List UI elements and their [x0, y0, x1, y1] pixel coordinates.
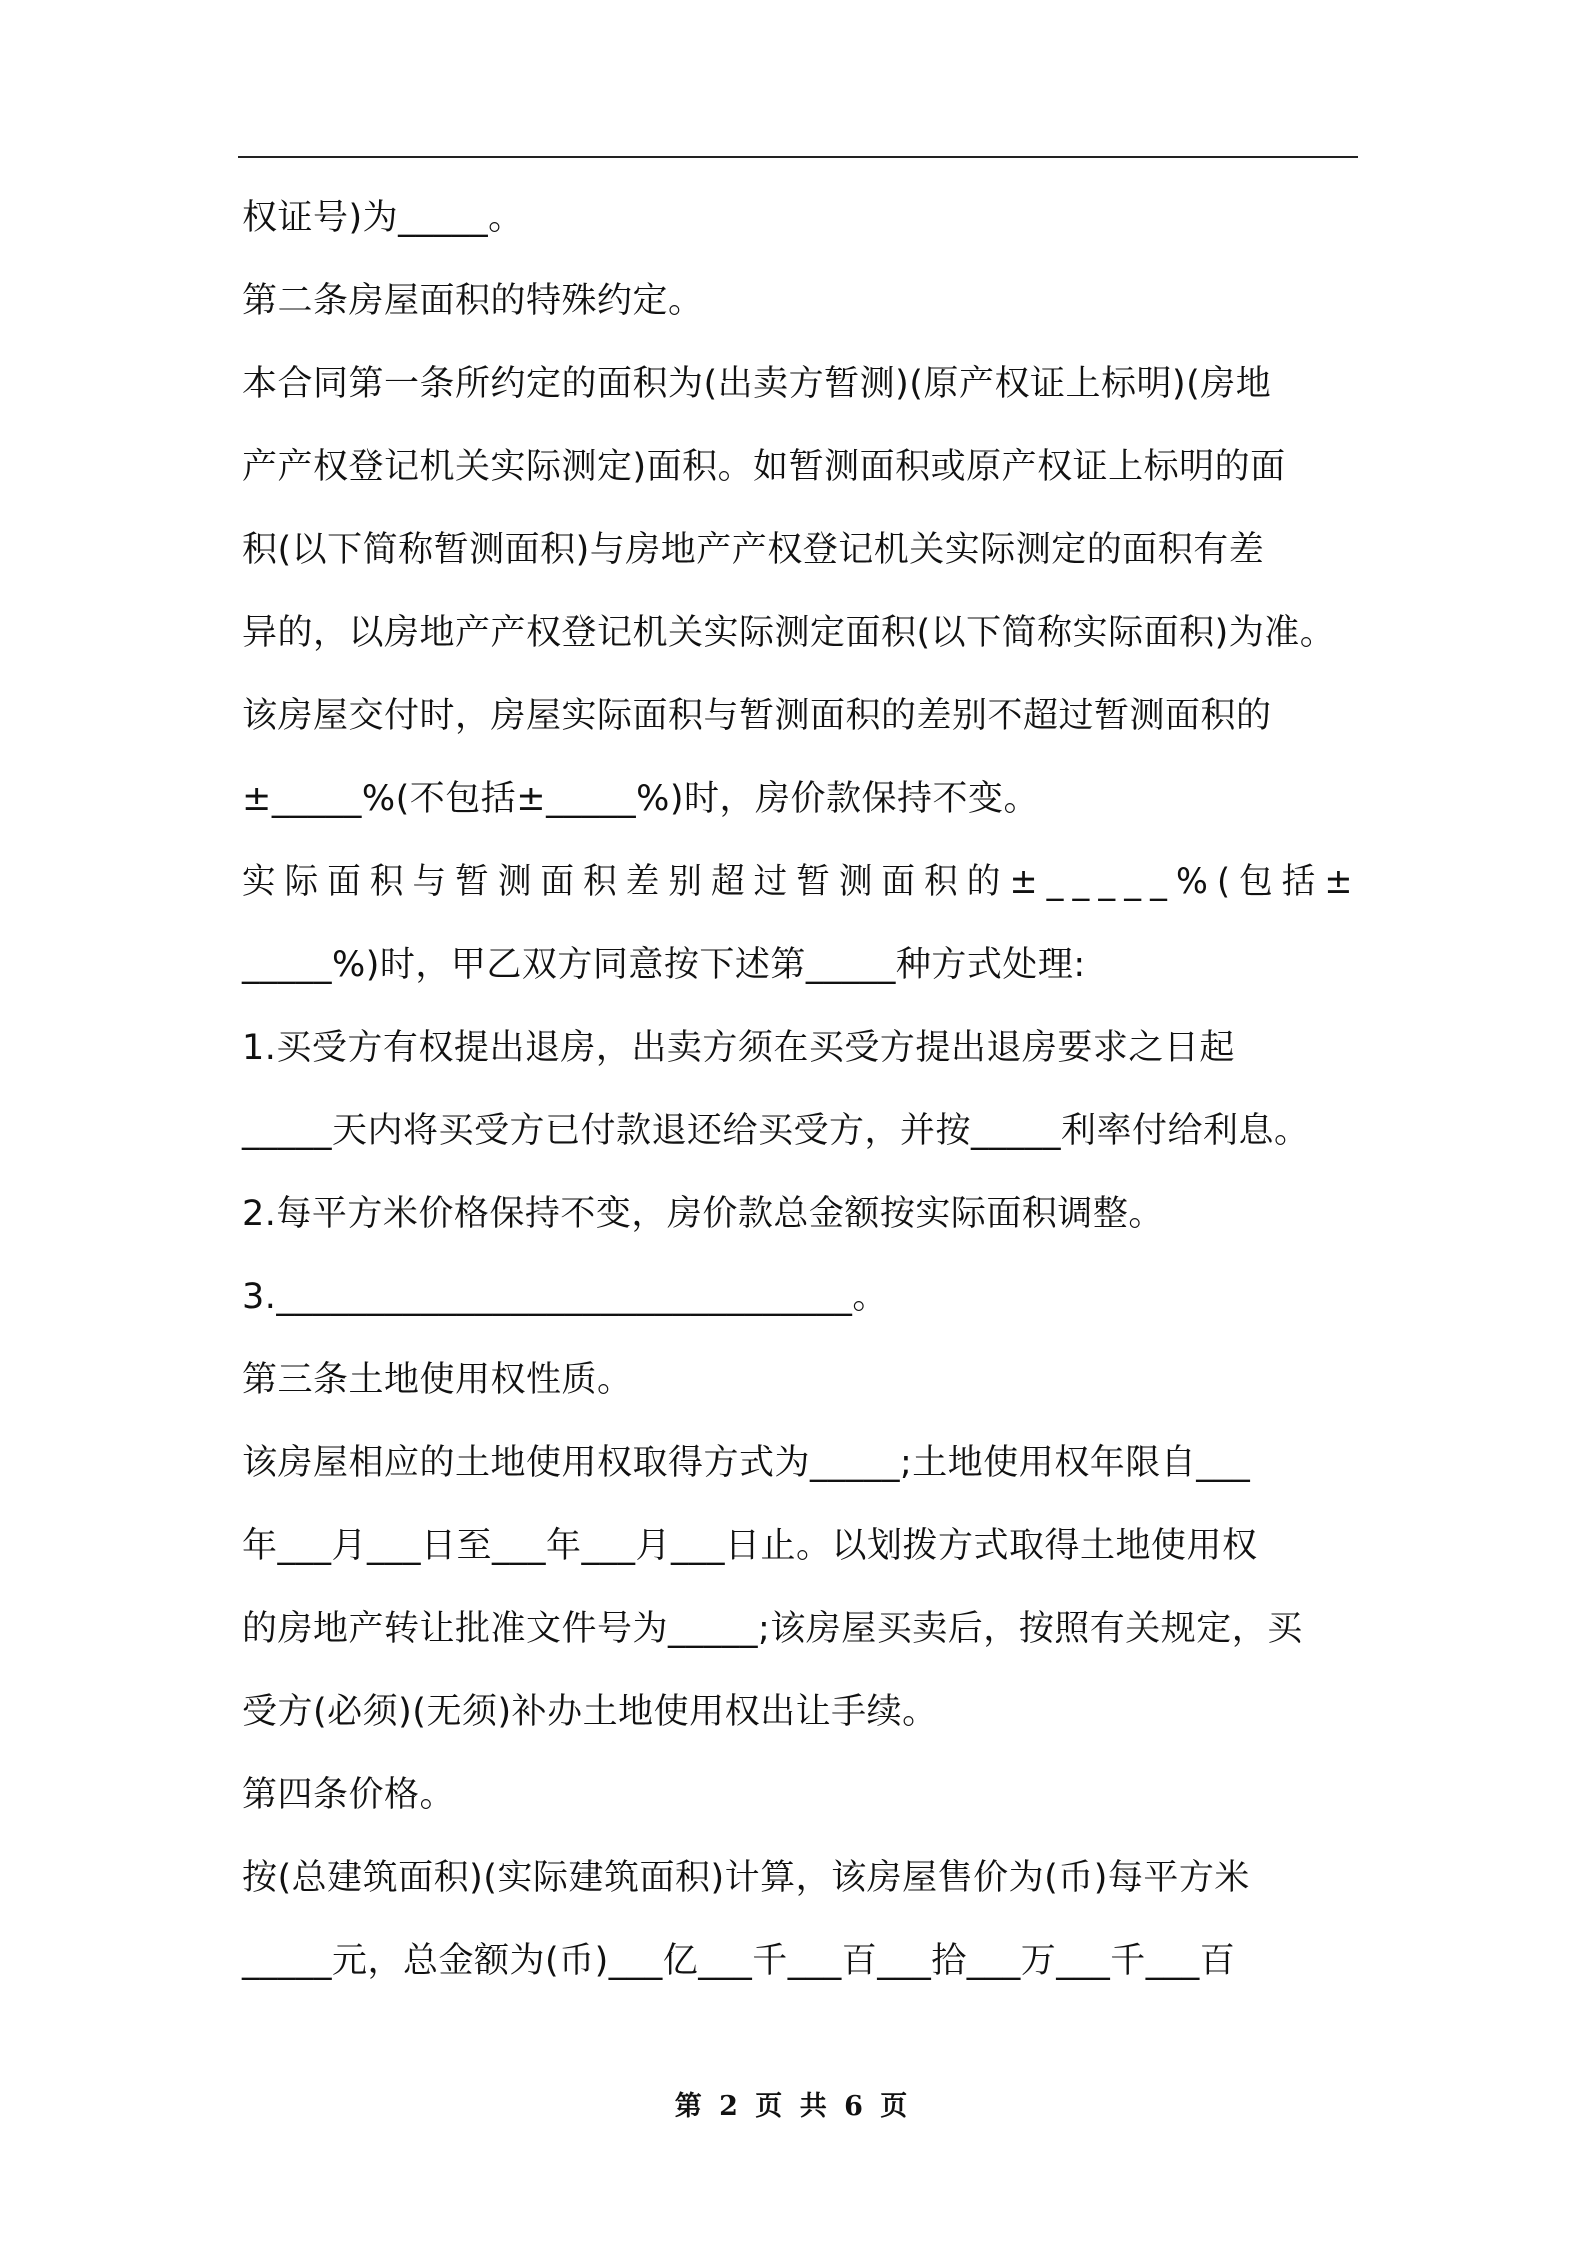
text-line: 第四条价格。 [242, 1775, 456, 1815]
text-line: 年___月___日至___年___月___日止。以划拨方式取得土地使用权 [242, 1526, 1258, 1566]
text-line: 2.每平方米价格保持不变，房价款总金额按实际面积调整。 [242, 1194, 1164, 1234]
text-line: 实际面积与暂测面积差别超过暂测面积的±_____%(包括± [242, 862, 1362, 902]
text-line: 产产权登记机关实际测定)面积。如暂测面积或原产权证上标明的面 [242, 447, 1286, 487]
header-rule [238, 156, 1358, 158]
text-line: _____%)时，甲乙双方同意按下述第_____种方式处理: [242, 945, 1086, 985]
text-line: 异的，以房地产产权登记机关实际测定面积(以下简称实际面积)为准。 [242, 613, 1336, 653]
text-line: _____天内将买受方已付款退还给买受方，并按_____利率付给利息。 [242, 1111, 1310, 1151]
text-line: 该房屋交付时，房屋实际面积与暂测面积的差别不超过暂测面积的 [242, 696, 1272, 736]
text-line: 1.买受方有权提出退房，出卖方须在买受方提出退房要求之日起 [242, 1028, 1235, 1068]
text-line: 第三条土地使用权性质。 [242, 1360, 633, 1400]
text-line: 积(以下简称暂测面积)与房地产产权登记机关实际测定的面积有差 [242, 530, 1265, 570]
text-line: 第二条房屋面积的特殊约定。 [242, 281, 704, 321]
text-line: 权证号)为_____。 [242, 198, 524, 238]
text-line: 本合同第一条所约定的面积为(出卖方暂测)(原产权证上标明)(房地 [242, 364, 1272, 404]
text-line: 3.________________________________。 [242, 1277, 888, 1317]
text-line: 该房屋相应的土地使用权取得方式为_____;土地使用权年限自___ [242, 1443, 1251, 1483]
page-number: 第 2 页 共 6 页 [674, 2091, 912, 2122]
text-line: _____元，总金额为(币)___亿___千___百___拾___万___千___百 [242, 1941, 1236, 1981]
text-line: 的房地产转让批准文件号为_____;该房屋买卖后，按照有关规定，买 [242, 1609, 1303, 1649]
text-line: 受方(必须)(无须)补办土地使用权出让手续。 [242, 1692, 938, 1732]
text-line: 按(总建筑面积)(实际建筑面积)计算，该房屋售价为(币)每平方米 [242, 1858, 1250, 1898]
text-line: ±_____%(不包括±_____%)时，房价款保持不变。 [242, 779, 1039, 819]
